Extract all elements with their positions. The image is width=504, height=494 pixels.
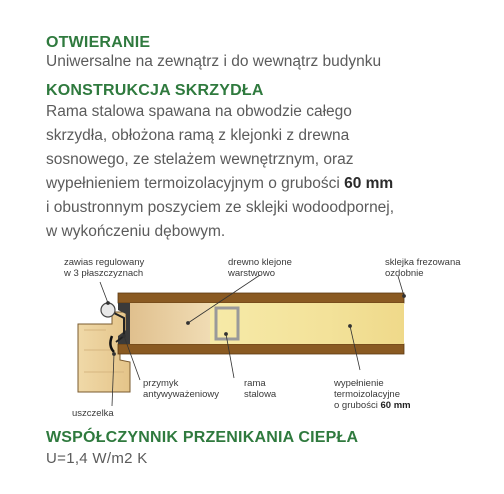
label-plywood-line-1: sklejka frezowana	[385, 257, 461, 268]
label-hinge-line-2: w 3 płaszczyznach	[64, 268, 144, 279]
heat-transfer-heading: WSPÓŁCZYNNIK PRZENIKANIA CIEPŁA	[46, 429, 359, 446]
construction-line-4-text: wypełnieniem termoizolacyjnym o grubości	[46, 175, 345, 192]
label-anti-line-2: antywyważeniowy	[143, 389, 220, 400]
construction-line-1: Rama stalowa spawana na obwodzie całego	[46, 103, 352, 120]
label-wood-line-1: drewno klejone	[228, 257, 292, 268]
label-seal	[72, 408, 114, 419]
label-frame-line-2: stalowa	[244, 389, 277, 400]
opening-text: Uniwersalne na zewnątrz i do wewnątrz budynku	[46, 53, 382, 70]
construction-heading: KONSTRUKCJA SKRZYDŁA	[46, 82, 264, 99]
label-steel-frame	[244, 378, 276, 400]
construction-line-3: sosnowego, ze stelażem wewnętrznym, oraz	[46, 151, 354, 168]
label-insulation	[334, 378, 411, 411]
label-wood-line-2: warstwowo	[228, 268, 275, 279]
heat-transfer-value: U=1,4 W/m2 K	[46, 450, 148, 467]
label-plywood	[385, 257, 461, 279]
label-hinge-line-1: zawias regulowany	[64, 257, 145, 268]
construction-line-5: i obustronnym poszyciem ze sklejki wodoodpornej,	[46, 199, 395, 216]
label-fill-line-1: wypełnienie	[334, 378, 384, 389]
hinge-icon	[101, 303, 115, 317]
label-anti-line-1: przymyk	[143, 378, 179, 389]
label-hinge	[64, 257, 144, 279]
construction-line-6: w wykończeniu dębowym.	[46, 223, 226, 240]
construction-line-2: skrzydła, obłożona ramą z klejonki z drewna	[46, 127, 350, 144]
laminated-wood	[130, 303, 210, 344]
label-fill-thickness: 60 mm	[380, 400, 411, 411]
opening-heading: OTWIERANIE	[46, 34, 151, 51]
label-anti-burglary	[143, 378, 219, 400]
label-frame-line-1: rama	[244, 378, 266, 389]
top-veneer	[118, 293, 404, 303]
label-seal-text: uszczelka	[72, 408, 114, 419]
bottom-veneer	[118, 344, 404, 354]
label-fill-line-2: termoizolacyjne	[334, 389, 400, 400]
label-laminated-wood	[228, 257, 292, 279]
label-fill-line-3-text: o grubości	[334, 400, 381, 411]
label-fill-line-3	[334, 400, 411, 411]
label-plywood-line-2: ozdobnie	[385, 268, 424, 279]
thickness-value: 60 mm	[344, 175, 394, 192]
